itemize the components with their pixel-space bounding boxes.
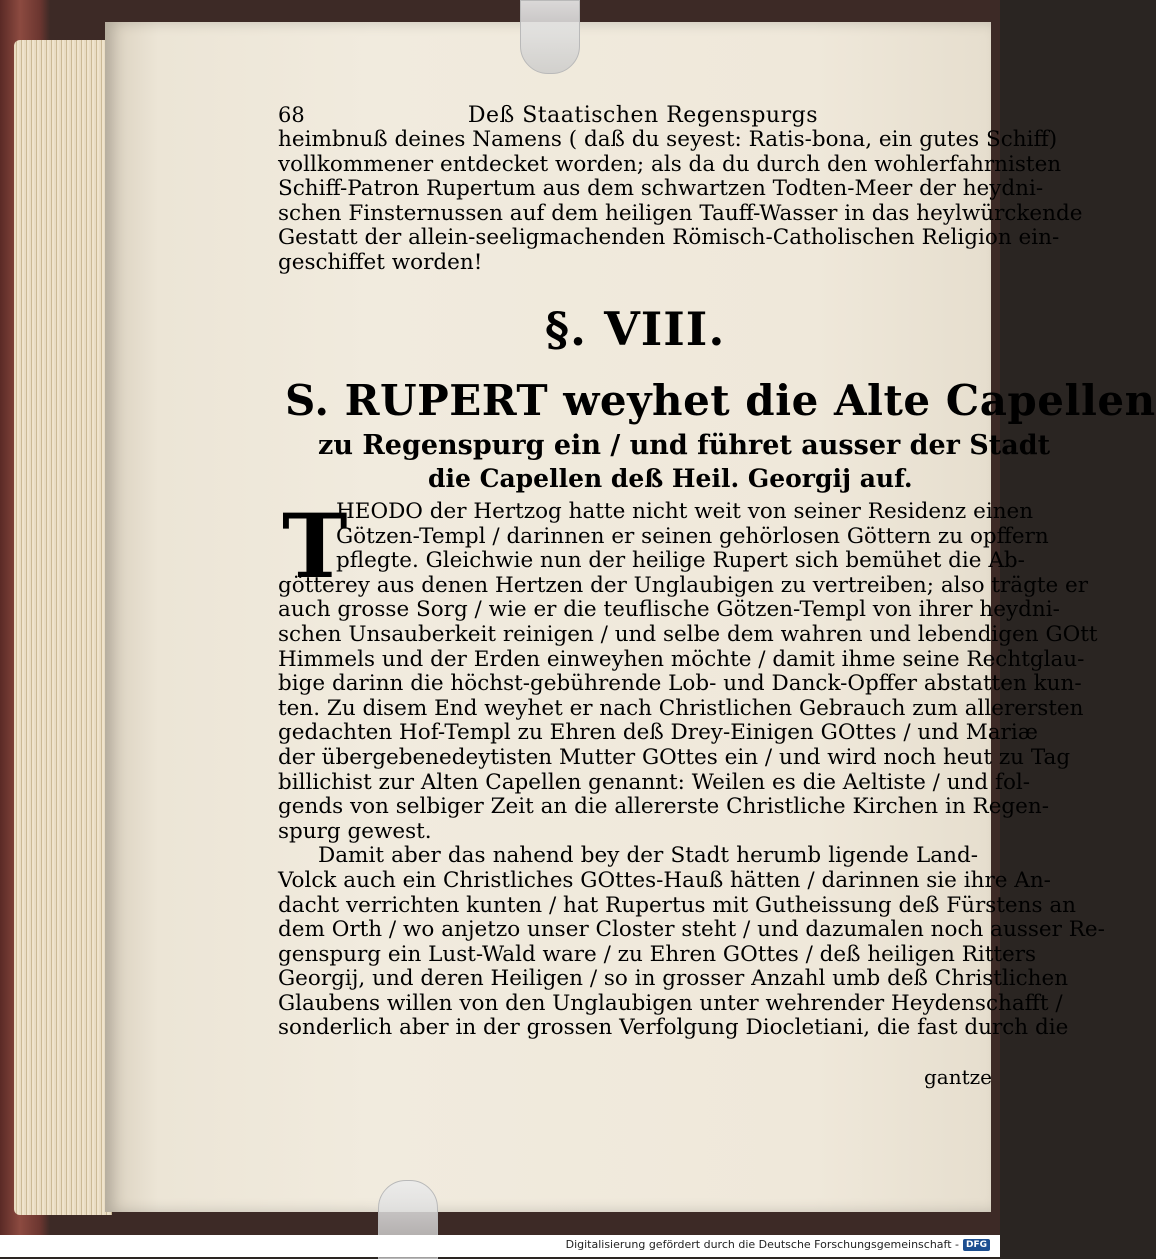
drop-cap: T <box>282 494 348 598</box>
text-line: dem Orth / wo anjetzo unser Closter steht / und dazumalen noch ausser Re- <box>278 917 1105 943</box>
text-line: geschiffet worden! <box>278 249 483 275</box>
text-line: ten. Zu disem End weyhet er nach Christlichen Gebrauch zum allerersten <box>278 695 1084 721</box>
page-number: 68 <box>278 103 305 127</box>
text-line: spurg gewest. <box>278 818 432 844</box>
digitization-credit <box>566 1238 990 1251</box>
page-edges <box>14 40 112 1215</box>
text-line: Georgij, und deren Heiligen / so in grosser Anzahl umb deß Christlichen <box>278 966 1069 992</box>
text-line: heimbnuß deines Namens ( daß du seyest: Ratis-bona, ein gutes Schiff) <box>278 127 1058 152</box>
text-line: Gestatt der allein-seeligmachenden Römisch-Catholischen Religion ein- <box>278 225 1060 251</box>
top-paragraph <box>278 127 1083 276</box>
text-line: schen Unsauberkeit reinigen / und selbe dem wahren und lebendigen GOtt <box>278 621 1098 647</box>
catchword: gantze <box>924 1065 993 1089</box>
text-line: billichist zur Alten Capellen genannt: Weilen es die Aeltiste / und fol- <box>278 769 1031 795</box>
text-line: auch grosse Sorg / wie er die teuflische Götzen-Templ von ihrer heydni- <box>278 597 1060 623</box>
text-line: Volck auch ein Christliches GOttes-Hauß hätten / darinnen sie ihre An- <box>278 867 1051 893</box>
text-line: Glaubens willen von den Unglaubigen unter wehrender Heydenschafft / <box>278 990 1063 1016</box>
text-line: gedachten Hof-Templ zu Ehren deß Drey-Einigen GOttes / und Mariæ <box>278 720 1038 746</box>
text-line: Damit aber das nahend bey der Stadt herumb ligende Land- <box>318 843 978 869</box>
page-clip-top <box>520 0 580 74</box>
text-line: der übergebenedeytisten Mutter GOttes ein / und wird noch heut zu Tag <box>278 744 1071 770</box>
section-title-line-1: S. RUPERT weyhet die Alte Capellen <box>285 376 1156 425</box>
dfg-logo-icon: DFG <box>963 1239 990 1251</box>
text-line: Schiff-Patron Rupertum aus dem schwartzen Todten-Meer der heydni- <box>278 176 1044 202</box>
text-line: bige darinn die höchst-gebührende Lob- und Danck-Opffer abstatten kun- <box>278 671 1082 697</box>
text-line: Himmels und der Erden einweyhen möchte / damit ihme seine Rechtglau- <box>278 646 1085 672</box>
text-line: vollkommener entdecket worden; als da du durch den wohlerfahrnisten <box>278 151 1062 177</box>
section-mark: §. VIII. <box>545 302 726 356</box>
text-line: dacht verrichten kunten / hat Rupertus mit Gutheissung deß Fürstens an <box>278 892 1077 918</box>
text-line: HEODO der Hertzog hatte nicht weit von seiner Residenz einen <box>336 499 1034 524</box>
section-title-line-3: die Capellen deß Heil. Georgij auf. <box>428 464 913 493</box>
credit-text: Digitalisierung gefördert durch die Deutsche Forschungsgemeinschaft - <box>565 1238 959 1251</box>
text-line: Götzen-Templ / darinnen er seinen gehörlosen Göttern zu opffern <box>336 523 1049 549</box>
text-line: götterey aus denen Hertzen der Unglaubigen zu vertreiben; also trägte er <box>278 572 1089 598</box>
text-line: pflegte. Gleichwie nun der heilige Rupert sich bemühet die Ab- <box>336 548 1025 574</box>
section-title-line-2: zu Regenspurg ein / und führet ausser der Stadt <box>318 430 1051 461</box>
text-line: gends von selbiger Zeit an die allererste Christliche Kirchen in Regen- <box>278 794 1050 820</box>
body-text <box>278 494 1105 1041</box>
running-head: Deß Staatischen Regenspurgs <box>467 103 818 128</box>
text-line: sonderlich aber in der grossen Verfolgung Diocletiani, die fast durch die <box>278 1015 1069 1041</box>
text-line: genspurg ein Lust-Wald ware / zu Ehren GOttes / deß heiligen Ritters <box>278 941 1037 967</box>
page-header <box>278 103 818 128</box>
text-line: schen Finsternussen auf dem heiligen Tauff-Wasser in das heylwürckende <box>278 200 1083 226</box>
